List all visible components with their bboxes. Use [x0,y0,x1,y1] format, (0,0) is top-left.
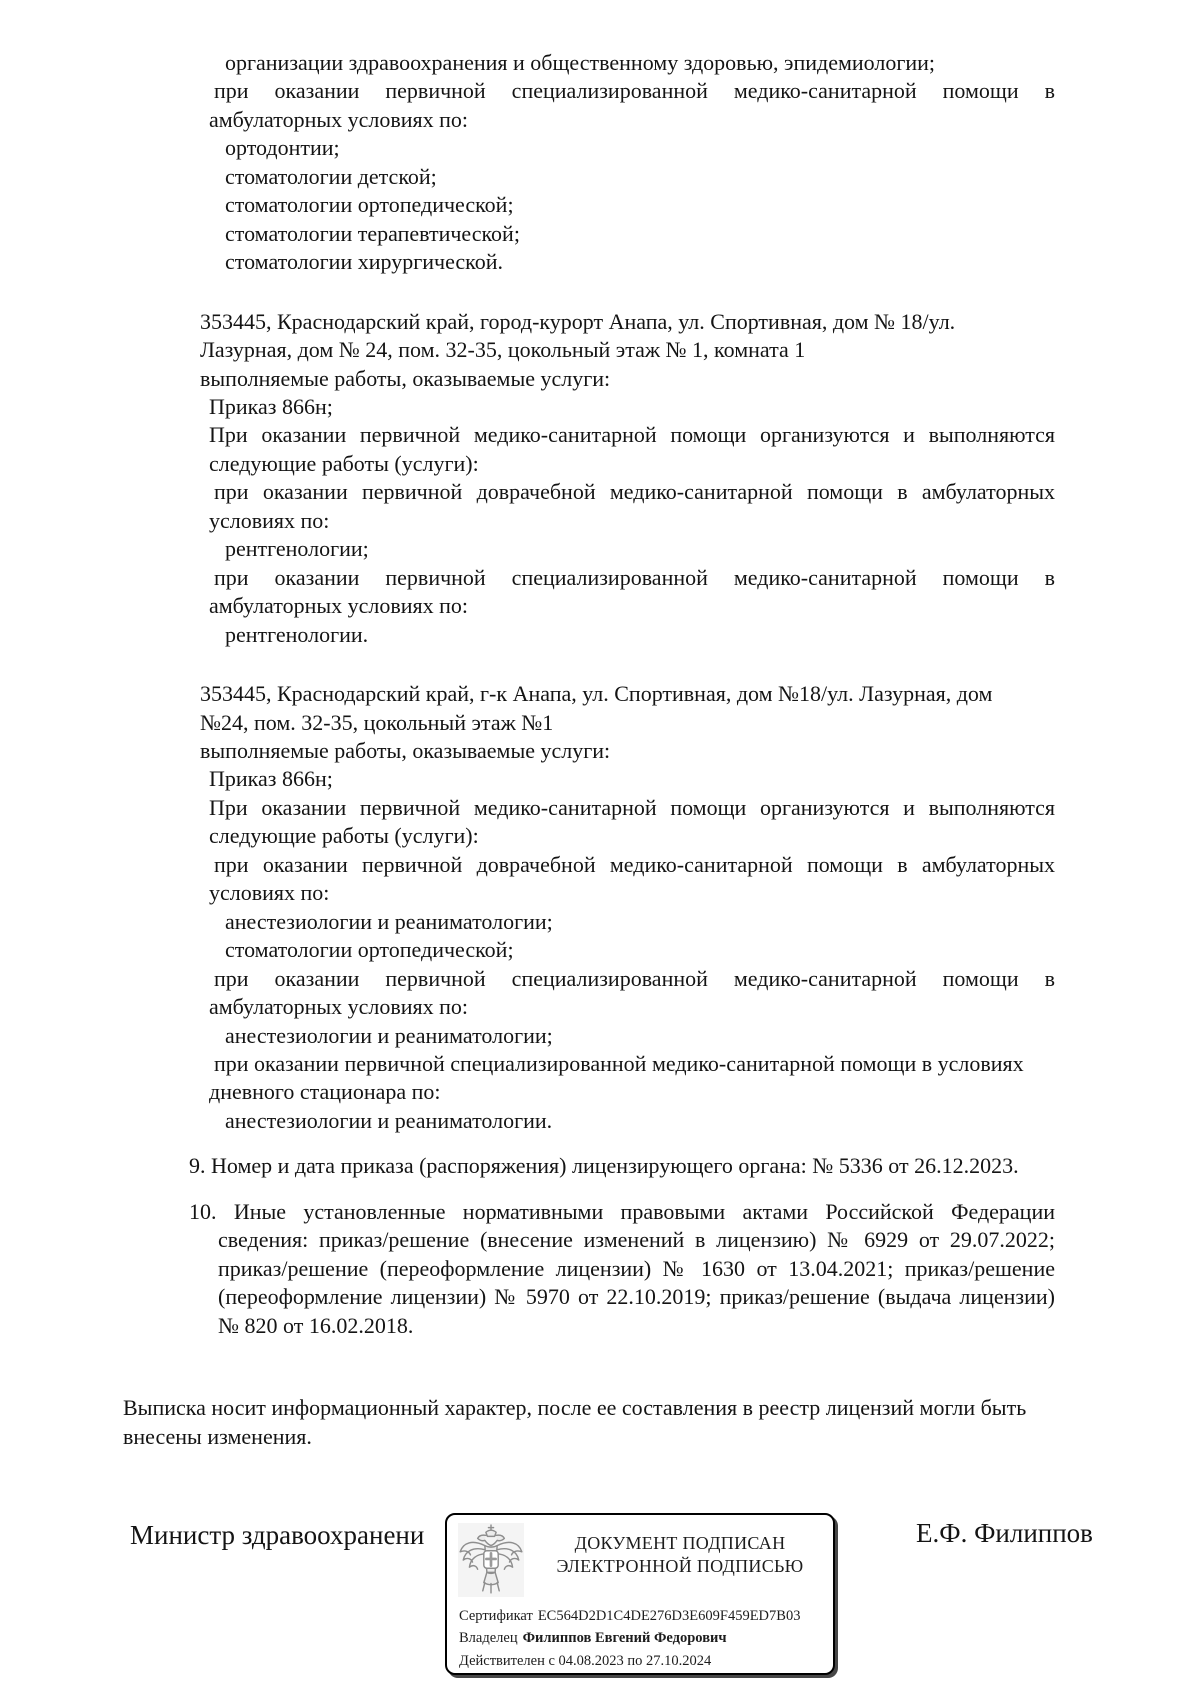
stamp-title-line2: ЭЛЕКТРОННОЙ ПОДПИСЬЮ [556,1556,804,1576]
document-line: выполняемые работы, оказываемые услуги: [200,737,611,763]
document-line: приказ/решение (переоформление лицензии) № 1630 от 13.04.2021; приказ/решение [218,1255,1055,1281]
document-line: при оказании первичной специализированной медико-санитарной помощи в [214,965,1055,991]
document-line: дневного стационара по: [209,1079,441,1105]
disclaimer-line: внесены изменения. [123,1423,312,1449]
stamp-owner-line [459,1627,825,1649]
signer-name: Е.Ф. Филиппов [916,1518,1093,1548]
document-line: 10. Иные установленные нормативными правовыми актами Российской Федерации [189,1198,1055,1224]
document-line: анестезиологии и реаниматологии. [225,1107,553,1133]
document-line: условиях по: [209,880,330,906]
document-line: следующие работы (услуги): [209,450,479,476]
minister-title: Министр здравоохранени [130,1520,425,1550]
document-line: при оказании первичной доврачебной медико-санитарной помощи в амбулаторных [214,851,1055,877]
document-line: при оказании первичной специализированной медико-санитарной помощи в [214,564,1055,590]
certificate-label: Сертификат [459,1608,533,1624]
document-line: амбулаторных условиях по: [209,994,469,1020]
document-line: условиях по: [209,507,330,533]
document-line: 9. Номер и дата приказа (распоряжения) лицензирующего органа: № 5336 от 26.12.2023. [189,1153,1019,1179]
document-line: Лазурная, дом № 24, пом. 32-35, цокольный этаж № 1, комната 1 [200,337,806,363]
document-line: стоматологии детской; [225,163,437,189]
document-line: анестезиологии и реаниматологии; [225,1022,553,1048]
owner-name: Филиппов Евгений Федорович [522,1630,727,1647]
document-line: рентгенологии. [225,621,369,647]
disclaimer [123,1394,1127,1451]
document-line: ортодонтии; [225,135,340,161]
disclaimer-line: Выписка носит информационный характер, после ее составления в реестр лицензий могли быть [123,1395,1027,1420]
document-line: При оказании первичной медико-санитарной помощи организуются и выполняются [209,422,1055,448]
stamp-details [459,1605,825,1672]
stamp-certificate-line [459,1605,825,1627]
stamp-title [535,1532,825,1578]
document-line: № 820 от 16.02.2018. [218,1312,414,1338]
document-line: (переоформление лицензии) № 5970 от 22.10.2019; приказ/решение (выдача лицензии) [218,1284,1055,1310]
certificate-value: EC564D2D1C4DE276D3E609F459ED7B03 [537,1608,801,1624]
document-line: стоматологии ортопедической; [225,192,514,218]
document-line: 353445, Краснодарский край, г-к Анапа, ул. Спортивная, дом №18/ул. Лазурная, дом [200,681,993,707]
digital-signature-stamp [445,1513,835,1675]
document-line: следующие работы (услуги): [209,823,479,849]
document-line: рентгенологии; [225,536,369,562]
document-line: выполняемые работы, оказываемые услуги: [200,365,611,391]
document-line: стоматологии хирургической. [225,249,503,275]
roszdravnadzor-eagle-icon [458,1523,524,1597]
document-line: амбулаторных условиях по: [209,106,469,132]
document-line: при оказании первичной специализированной медико-санитарной помощи в условиях [214,1050,1024,1076]
stamp-title-line1: ДОКУМЕНТ ПОДПИСАН [574,1533,786,1553]
stamp-validity-line: Действителен с 04.08.2023 по 27.10.2024 [459,1652,712,1669]
document-line: При оказании первичной медико-санитарной помощи организуются и выполняются [209,794,1055,820]
document-line: №24, пом. 32-35, цокольный этаж №1 [200,709,554,735]
document-line: амбулаторных условиях по: [209,593,469,619]
owner-label: Владелец [459,1630,518,1647]
document-line: сведения: приказ/решение (внесение изменений в лицензию) № 6929 от 29.07.2022; [218,1227,1055,1253]
document-line: стоматологии терапевтической; [225,220,520,246]
document-line: при оказании первичной доврачебной медико-санитарной помощи в амбулаторных [214,479,1055,505]
document-line: анестезиологии и реаниматологии; [225,908,553,934]
document-line: Приказ 866н; [209,393,333,419]
document-line: Приказ 866н; [209,766,333,792]
document-line: стоматологии ортопедической; [225,937,514,963]
document-line: 353445, Краснодарский край, город-курорт Анапа, ул. Спортивная, дом № 18/ул. [200,308,956,334]
document-line: при оказании первичной специализированной медико-санитарной помощи в [214,78,1055,104]
document-body [189,49,1055,1340]
document-line: организации здравоохранения и общественному здоровью, эпидемиологии; [225,50,936,75]
